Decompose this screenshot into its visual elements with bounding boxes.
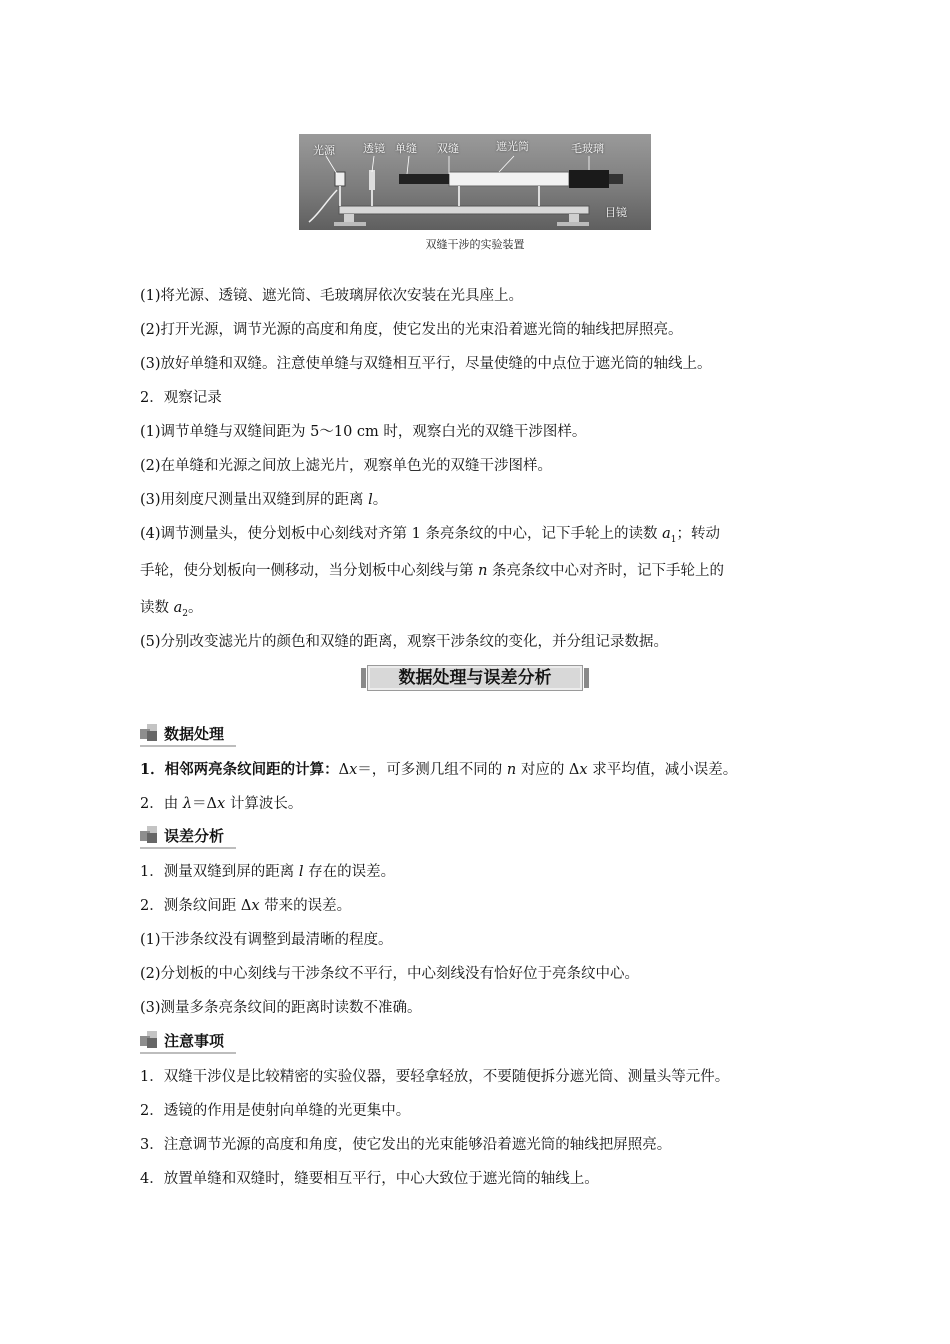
observe-item-2: (2)在单缝和光源之间放上滤光片，观察单色光的双缝干涉图样。: [140, 458, 553, 474]
data-processing-item-2: 2．由 λ＝Δx 计算波长。: [140, 796, 303, 812]
step-3: (3)放好单缝和双缝。注意使单缝与双缝相互平行，尽量使缝的中点位于遮光筒的轴线上。: [140, 356, 712, 372]
step-2: (2)打开光源，调节光源的高度和角度，使它发出的光束沿着遮光筒的轴线把屏照亮。: [140, 322, 683, 338]
observe-item-4-line-2: 手轮，使分划板向一侧移动，当分划板中心刻线与第 n 条亮条纹中心对齐时，记下手轮上的: [140, 563, 725, 579]
label-light-source: 光源: [313, 144, 335, 157]
error-item-4: (2)分划板的中心刻线与干涉条纹不平行，中心刻线没有恰好位于亮条纹中心。: [140, 966, 640, 982]
observe-item-1: (1)调节单缝与双缝间距为 5～10 cm 时，观察白光的双缝干涉图样。: [140, 424, 587, 440]
notes-heading: 注意事项: [140, 1030, 236, 1052]
data-processing-item-1: 1．相邻两亮条纹间距的计算：Δx＝，可多测几组不同的 n 对应的 Δx 求平均值，减小误差。: [140, 761, 738, 778]
data-processing-heading: 数据处理: [140, 723, 236, 745]
observe-item-3: (3)用刻度尺测量出双缝到屏的距离 l。: [140, 492, 388, 508]
label-shade-tube: 遮光筒: [496, 140, 529, 153]
observe-item-4-line-1: (4)调节测量头，使分划板中心刻线对齐第 1 条亮条纹的中心，记下手轮上的读数 $a_1$；转动: [140, 526, 720, 545]
label-single-slit: 单缝: [395, 142, 417, 155]
note-item-2: 2．透镜的作用是使射向单缝的光更集中。: [140, 1103, 411, 1119]
apparatus-figure: [299, 134, 651, 230]
error-analysis-heading: 误差分析: [140, 825, 236, 847]
step-1: (1)将光源、透镜、遮光筒、毛玻璃屏依次安装在光具座上。: [140, 288, 524, 304]
observe-item-5: (5)分别改变滤光片的颜色和双缝的距离，观察干涉条纹的变化，并分组记录数据。: [140, 634, 669, 650]
error-item-1: 1．测量双缝到屏的距离 l 存在的误差。: [140, 864, 396, 880]
note-item-4: 4．放置单缝和双缝时，缝要相互平行，中心大致位于遮光筒的轴线上。: [140, 1171, 599, 1187]
observe-heading: 2．观察记录: [140, 390, 222, 406]
error-item-5: (3)测量多条亮条纹间的距离时读数不准确。: [140, 1000, 422, 1016]
observe-item-4-line-3: 读数 $a_2$。: [140, 600, 203, 619]
note-item-3: 3．注意调节光源的高度和角度，使它发出的光束能够沿着遮光筒的轴线把屏照亮。: [140, 1137, 672, 1153]
note-item-1: 1．双缝干涉仪是比较精密的实验仪器，要轻拿轻放，不要随便拆分遮光筒、测量头等元件。: [140, 1069, 730, 1085]
section-banner: 数据处理与误差分析: [367, 665, 583, 691]
error-item-3: (1)干涉条纹没有调整到最清晰的程度。: [140, 932, 393, 948]
error-item-2: 2．测条纹间距 Δx 带来的误差。: [140, 898, 352, 914]
label-lens: 透镜: [363, 142, 385, 155]
figure-caption: 双缝干涉的实验装置: [425, 238, 525, 251]
label-double-slit: 双缝: [437, 142, 459, 155]
label-frosted-glass: 毛玻璃: [571, 142, 604, 155]
label-eyepiece: 目镜: [605, 206, 627, 219]
